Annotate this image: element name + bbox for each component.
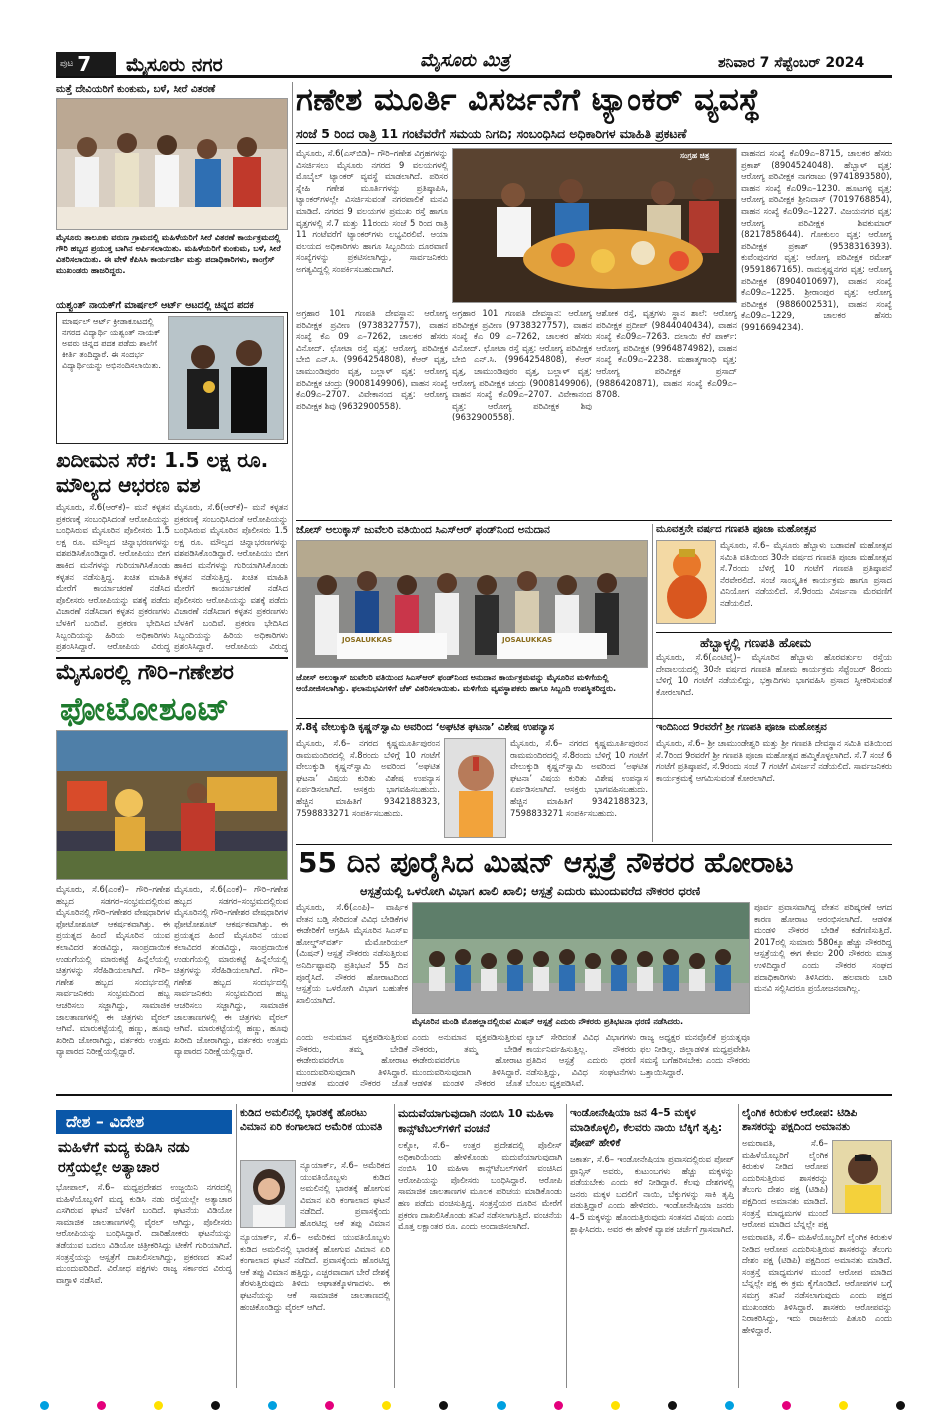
desha-story5-body-a: ಅಮರಾವತಿ, ಸೆ.6– ಮಹಿಳೆಯೊಬ್ಬರಿಗೆ ಲೈಂಗಿಕ ಕಿರುಕುಳ ನೀಡಿದ ಆರೋಪ ಎದುರಿಸುತ್ತಿರುವ ಶಾಸಕರನ್ನು ತೆಲುಗು ದೇಶಂ ಪಕ್ಷ (ಟಿಡಿಪಿ) ಪಕ್ಷದಿಂದ ಅಮಾನತು ಮಾಡಿದೆ. ಸಂತ್ರಸ್ತೆ ಮಾಧ್ಯಮಗಳ ಮುಂದೆ ಆರೋಪ ಮಾಡಿದ ಬೆನ್ನಲ್ಲೇ ಪಕ್ಷ [742, 1138, 828, 1230]
jewellers-photo [296, 540, 648, 668]
magenta-dot [325, 1401, 334, 1410]
saree-caption: ಮೈಸೂರು ತಾಲೂಕು ವರುಣ ಗ್ರಾಮದಲ್ಲಿ ಮಹಿಳೆಯರಿಗೆ ಸೀರೆ ವಿತರಣೆ ಕಾರ್ಯಕ್ರಮದಲ್ಲಿ ಗೌರಿ ಹಬ್ಬದ ಪ್ರಯುಕ್ತ ಬಾಗಿನ ಅರ್ಪಿಸಲಾಯಿತು. ಮಹಿಳೆಯರಿಗೆ ಕುಂಕುಮ, ಬಳೆ, ಸೀರೆ ವಿತರಿಸಲಾಯಿತು. ಈ ವೇಳೆ ಕೆಪಿಸಿಸಿ ಕಾರ್ಯದರ್ಶಿ ಮತ್ತು ಪದಾಧಿಕಾರಿಗಳು, ಕಾಂಗ್ರೆಸ್ ಮುಖಂಡರು ಹಾಜರಿದ್ದರು. [56, 232, 281, 275]
homa-headline: ಹೆಬ್ಬಾಳ್ಳಲ್ಲಿ ಗಣಪತಿ ಹೋಮ [700, 635, 812, 650]
puja9-headline: ಇಂದಿನಿಂದ 9ರವರೆಗೆ ಶ್ರೀ ಗಣಪತಿ ಪೂಜಾ ಮಹೋತ್ಸವ [656, 722, 827, 733]
cheque-label-right: JOSALUKKAS [502, 636, 553, 644]
column-divider [236, 1104, 237, 1388]
desha-videsha-banner: ದೇಶ – ವಿದೇಶ [56, 1110, 232, 1134]
tanker-subhead: ಸಂಜೆ 5 ರಿಂದ ರಾತ್ರಿ 11 ಗಂಟೆವರೆಗೆ ಸಮಯ ನಿಗದಿ; ಸಂಬಂಧಿಸಿದ ಅಧಿಕಾರಿಗಳ ಮಾಹಿತಿ ಪ್ರಕಟಣೆ [296, 126, 687, 141]
theft-headline: ಖದೀಮನ ಸೆರೆ: 1.5 ಲಕ್ಷ ರೂ. ಮೌಲ್ಯದ ಆಭರಣ ವಶ [56, 448, 269, 497]
photoshoot-photo [56, 730, 288, 880]
puja9-body: ಮೈಸೂರು, ಸೆ.6– ಶ್ರೀ ಚಾಮುಂಡೇಶ್ವರಿ ಮತ್ತು ಶ್ರೀ ಗಣಪತಿ ದೇವಸ್ಥಾನ ಸಮಿತಿ ವತಿಯಿಂದ ಸೆ.7ರಿಂದ 9ರವರೆಗೆ ಶ್ರೀ ಗಣಪತಿ ಪೂಜಾ ಮಹೋತ್ಸವ ಹಮ್ಮಿಕೊಳ್ಳಲಾಗಿದೆ. ಸೆ.7 ಸಂಜೆ 6 ಗಂಟೆಗೆ ಪ್ರತಿಷ್ಠಾಪನೆ, ಸೆ.9ರಂದು ಸಂಜೆ 7 ಗಂಟೆಗೆ ವಿಸರ್ಜನೆ ನಡೆಯಲಿದೆ. ಸಾರ್ವಜನಿಕರು ಕಾರ್ಯಕ್ರಮಕ್ಕೆ ಆಗಮಿಸುವಂತೆ ಕೋರಲಾಗಿದೆ. [656, 738, 892, 783]
hospital-caption: ಮೈಸೂರಿನ ಮಂಡಿ ಮೊಹಲ್ಲಾದಲ್ಲಿರುವ ಮಿಷನ್ ಆಸ್ಪತ್ರೆ ಎದುರು ನೌಕರರು ಪ್ರತಿಭಟನಾ ಧರಣಿ ನಡೆಸಿದರು. [412, 1016, 684, 1026]
photoshoot-headline-1: ಮೈಸೂರಲ್ಲಿ ಗೌರಿ–ಗಣೇಶರ [56, 660, 234, 684]
yellow-dot [382, 1401, 391, 1410]
black-dot [896, 1401, 905, 1410]
tanker-photo [452, 148, 737, 303]
desha-story3-headline: ಮದುವೆಯಾಗುವುದಾಗಿ ನಂಬಿಸಿ 10 ಮಹಿಳಾ ಕಾನ್ಸ್‌ಟೆಬಲ್‌ಗಳಿಗೆ ವಂಚನೆ [398, 1107, 554, 1135]
issue-date: ಶನಿವಾರ 7 ಸೆಪ್ಟೆಂಬರ್ 2024 [718, 55, 865, 71]
divider [56, 1094, 892, 1096]
divider [56, 657, 288, 659]
theft-body-col1: ಮೈಸೂರು, ಸೆ.6(ಆರ್‌ಕೆ)– ಮನೆ ಕಳ್ಳತನ ಪ್ರಕರಣಕ್ಕೆ ಸಂಬಂಧಿಸಿದಂತೆ ಆರೋಪಿಯನ್ನು ಬಂಧಿಸಿರುವ ಮೈಸೂರಿನ ಪೊಲೀಸರು 1.5 ಲಕ್ಷ ರೂ. ಮೌಲ್ಯದ ಚಿನ್ನಾಭರಣಗಳನ್ನು ವಶಪಡಿಸಿಕೊಂಡಿದ್ದಾರೆ. ಆರೋಪಿಯು ಬೀಗ ಹಾಕಿದ ಮನೆಗಳನ್ನು ಗುರಿಯಾಗಿಸಿಕೊಂಡು ಕಳ್ಳತನ ನಡೆಸುತ್ತಿದ್ದ. ಖಚಿತ ಮಾಹಿತಿ ಮೇರೆಗೆ ಕಾರ್ಯಾಚರಣೆ ನಡೆಸಿದ ಪೊಲೀಸರು ಆರೋಪಿಯನ್ನು ವಶಕ್ಕೆ ಪಡೆದು ವಿಚಾರಣೆ ನಡೆಸಿದಾಗ ಕಳ್ಳತನ ಪ್ರಕರಣಗಳು ಬೆಳಕಿಗೆ ಬಂದಿವೆ. ಪ್ರಕರಣ ಭೇದಿಸಿದ ಸಿಬ್ಬಂದಿಯನ್ನು ಹಿರಿಯ ಅಧಿಕಾರಿಗಳು ಪ್ರಶಂಸಿಸಿದ್ದಾರೆ. ಆರೋಪಿಯ ವಿರುದ್ಧ [56, 502, 170, 652]
ganapati30-headline: ಮೂವತ್ತನೇ ವರ್ಷದ ಗಣಪತಿ ಪೂಜಾ ಮಹೋತ್ಸವ [656, 524, 817, 535]
divider [296, 844, 892, 845]
hospital-body-1b: ಎಂದು ಅನುಮಾನ ವ್ಯಕ್ತಪಡಿಸುತ್ತಿರುವ ನೌಕರರು, ತಮ್ಮ ಬೇಡಿಕೆ ಈಡೇರುವವರೆಗೂ ಹೋರಾಟ ಮುಂದುವರಿಸುವುದಾಗಿ ತಿಳಿಸಿದ್ದಾರೆ. ಆಡಳಿತ ಮಂಡಳಿ ನೌಕರರ ಜೊತೆ [296, 1032, 408, 1089]
cyan-dot [268, 1401, 277, 1410]
award-body: ಮಾರ್ಷಲ್ ಆರ್ಟ್ ಕ್ರೀಡಾಕೂಟದಲ್ಲಿ ನಗರದ ವಿದ್ಯಾರ್ಥಿ ಯಶ್ವಂತ್ ನಾಯಕ್ ಅವರು ಚಿನ್ನದ ಪದಕ ಪಡೆದು ಶಾಲೆಗೆ ಕೀರ್ತಿ ತಂದಿದ್ದಾರೆ. ಈ ಸಂದರ್ಭ ವಿದ್ಯಾರ್ಥಿಯನ್ನು ಅಭಿನಂದಿಸಲಾಯಿತು. [62, 316, 162, 370]
cheque-label-left: JOSALUKKAS [342, 636, 393, 644]
desha-story2-body-a: ನ್ಯೂಯಾರ್ಕ್, ಸೆ.6– ಅಮೆರಿಕದ ಯುವತಿಯೊಬ್ಬಳು ಕುಡಿದ ಅಮಲಿನಲ್ಲಿ ಭಾರತಕ್ಕೆ ಹೋಗುವ ವಿಮಾನ ಏರಿ ಕಂಗಾಲಾದ ಘಟನೆ ನಡೆದಿದೆ. ಪ್ರವಾಸಕ್ಕೆಂದು ಹೊರಟಿದ್ದ ಆಕೆ ತಪ್ಪು ವಿಮಾನ [300, 1160, 390, 1228]
tanker-body-1b: ಅಗ್ರಹಾರ 101 ಗಣಪತಿ ದೇವಸ್ಥಾನ: ಆರೋಗ್ಯ ಪರಿವೀಕ್ಷಕ ಪ್ರವೀಣ (9738327757), ವಾಹನ ಸಂಖ್ಯೆ ಕೆಎ 09 ಎ–7262, ಚಾಲಕರ ಹೆಸರು ವಿನೋದ್. ಛೋಟಾ ರಸ್ತೆ ವೃತ್ತ: ಆರೋಗ್ಯ ಪರಿವೀಕ್ಷಕ ಬೇಬಿ ಎನ್.ಸಿ. (9964254808), ಕೆಆರ್ ವೃತ್ತ, ಚಾಮುಂಡಿಪುರಂ ವೃತ್ತ, ಬಲ್ಲಾಳ್ ವೃತ್ತ: ಆರೋಗ್ಯ ಪರಿವೀಕ್ಷಕ ಚಂದ್ರು (9008149906), ವಾಹನ ಸಂಖ್ಯೆ ಕೆಎ09ಎ–2707. ವಿವೇಕಾನಂದ ವೃತ್ತ: ಆರೋಗ್ಯ ಪರಿವೀಕ್ಷಕ ಶಿವು (9632900558). [296, 308, 448, 411]
divider [656, 632, 892, 633]
tanker-body-2: ಅಗ್ರಹಾರ 101 ಗಣಪತಿ ದೇವಸ್ಥಾನ: ಆರೋಗ್ಯ ಪರಿವೀಕ್ಷಕ ಪ್ರವೀಣ (9738327757), ವಾಹನ ಸಂಖ್ಯೆ ಕೆಎ 09 ಎ–7262, ಚಾಲಕರ ಹೆಸರು ವಿನೋದ್. ಛೋಟಾ ರಸ್ತೆ ವೃತ್ತ: ಆರೋಗ್ಯ ಪರಿವೀಕ್ಷಕ ಬೇಬಿ ಎನ್.ಸಿ. (9964254808), ಕೆಆರ್ ವೃತ್ತ, ಚಾಮುಂಡಿಪುರಂ ವೃತ್ತ, ಬಲ್ಲಾಳ್ ವೃತ್ತ: ಆರೋಗ್ಯ ಪರಿವೀಕ್ಷಕ ಚಂದ್ರು (9008149906), ವಾಹನ ಸಂಖ್ಯೆ ಕೆಎ09ಎ–2707. ವಿವೇಕಾನಂದ ವೃತ್ತ: ಆರೋಗ್ಯ ಪರಿವೀಕ್ಷಕ ಶಿವು (9632900558). [452, 308, 592, 423]
cyan-dot [725, 1401, 734, 1410]
hospital-body-1: ಮೈಸೂರು, ಸೆ.6(ಎಂಪಿ)– ವಾರ್ಷಿಕ ವೇತನ ಬಡ್ತಿ ಸೇರಿದಂತೆ ವಿವಿಧ ಬೇಡಿಕೆಗಳ ಈಡೇರಿಕೆಗೆ ಆಗ್ರಹಿಸಿ ಮೈಸೂರಿನ ಸಿಎಸ್‌ಐ ಹೋಲ್ಡ್‌ಸ್‌ವರ್ತ್ ಮೆಮೋರಿಯಲ್ (ಮಿಷನ್) ಆಸ್ಪತ್ರೆ ನೌಕರರು ನಡೆಸುತ್ತಿರುವ ಅನಿರ್ದಿಷ್ಟಾವಧಿ ಪ್ರತಿಭಟನೆ 55 ದಿನ ಪೂರೈಸಿದೆ. ನೌಕರರ ಹೋರಾಟದಿಂದ ಆಸ್ಪತ್ರೆಯ ಒಳರೋಗಿ ವಿಭಾಗ ಬಹುತೇಕ ಖಾಲಿಯಾಗಿದೆ. [296, 902, 408, 1005]
cyan-dot [497, 1401, 506, 1410]
page-number: 7 [77, 52, 92, 76]
yellow-dot [839, 1401, 848, 1410]
lecture-headline: ಸೆ.8ಕ್ಕೆ ವೇಲುಕ್ಕುಡಿ ಕೃಷ್ಣನ್‌ಸ್ವಾಮಿ ಅವರಿಂದ ‘ಅಘಟಿತ ಘಟನಾ’ ವಿಶೇಷ ಉಪನ್ಯಾಸ [296, 722, 554, 733]
hospital-subhead: ಆಸ್ಪತ್ರೆಯಲ್ಲಿ ಒಳರೋಗಿ ವಿಭಾಗ ಖಾಲಿ ಖಾಲಿ; ಆಸ್ಪತ್ರೆ ಎದುರು ಮುಂದುವರೆದ ನೌಕರರ ಧರಣಿ [360, 884, 701, 898]
hospital-body-4: ರಾಜ್ಯ ಅಧ್ಯಕ್ಷರ ಮನವೊಲಿಕೆ ಪ್ರಯತ್ನವೂ ಫಲ ನೀಡಿಲ್ಲ. ಜಿಲ್ಲಾಡಳಿತ ಮಧ್ಯಪ್ರವೇಶಿಸಿ ಸಮಸ್ಯೆ ಬಗೆಹರಿಸಬೇಕು ಎಂದು ನೌಕರರು ಒತ್ತಾಯಿಸಿದ್ದಾರೆ. [640, 1032, 750, 1077]
jewellers-caption: ಜೋಸ್ ಅಲುಕ್ಕಾಸ್ ಜುವೆಲರಿ ವತಿಯಿಂದ ಸಿಎಸ್‌ಆರ್ ಫಂಡ್‌ನಿಂದ ಅನುದಾನ ಕಾರ್ಯಕ್ರಮವನ್ನು ಮೈಸೂರಿನ ಮಳಿಗೆಯಲ್ಲಿ ಆಯೋಜಿಸಲಾಗಿತ್ತು. ಫಲಾನುಭವಿಗಳಿಗೆ ಚೆಕ್ ವಿತರಿಸಲಾಯಿತು. ಮಳಿಗೆಯ ವ್ಯವಸ್ಥಾಪಕರು ಹಾಗೂ ಸಿಬ್ಬಂದಿ ಉಪಸ್ಥಿತರಿದ್ದರು. [296, 672, 617, 693]
hospital-headline: 55 ದಿನ ಪೂರೈಸಿದ ಮಿಷನ್ ಆಸ್ಪತ್ರೆ ನೌಕರರ ಹೋರಾಟ [298, 846, 794, 879]
jewellers-headline: ಜೋಸ್ ಅಲುಕ್ಕಾಸ್ ಜುವೆಲರಿ ವತಿಯಿಂದ ಸಿಎಸ್‌ಆರ್ ಫಂಡ್‌ನಿಂದ ಅನುದಾನ [296, 524, 550, 536]
photoshoot-body-col1: ಮೈಸೂರು, ಸೆ.6(ಎಂಕೆ)– ಗೌರಿ–ಗಣೇಶ ಹಬ್ಬದ ಸಡಗರ–ಸಂಭ್ರಮದಲ್ಲಿರುವ ಮೈಸೂರಿನಲ್ಲಿ ಗೌರಿ–ಗಣೇಶರ ವೇಷಧಾರಿಗಳ ಫೋಟೋಶೂಟ್ ಆಕರ್ಷಕವಾಗಿತ್ತು. ಈ ಪ್ರಯತ್ನದ ಹಿಂದೆ ಮೈಸೂರಿನ ಯುವ ಕಲಾವಿದರ ತಂಡವಿದ್ದು, ಸಾಂಪ್ರದಾಯಿಕ ಉಡುಗೆಯಲ್ಲಿ ಮಾರುಕಟ್ಟೆ ಹಿನ್ನೆಲೆಯಲ್ಲಿ ಚಿತ್ರಗಳನ್ನು ಸೆರೆಹಿಡಿಯಲಾಗಿದೆ. ಗೌರಿ–ಗಣೇಶ ಹಬ್ಬದ ಸಂದರ್ಭದಲ್ಲಿ ಸಾರ್ವಜನಿಕರು ಸಂಭ್ರಮದಿಂದ ಹಬ್ಬ ಆಚರಿಸಲು ಸಜ್ಜಾಗಿದ್ದು, ಸಾಮಾಜಿಕ ಜಾಲತಾಣಗಳಲ್ಲಿ ಈ ಚಿತ್ರಗಳು ವೈರಲ್ ಆಗಿವೆ. ಮಾರುಕಟ್ಟೆಯಲ್ಲಿ ಹಣ್ಣು, ಹೂವು ಖರೀದಿ ಜೋರಾಗಿದ್ದು, ವರ್ತಕರು ಉತ್ತಮ ವ್ಯಾಪಾರದ ನಿರೀಕ್ಷೆಯಲ್ಲಿದ್ದಾರೆ. [56, 884, 170, 1057]
divider [296, 520, 892, 521]
hospital-body-3: ಲ್ಯಾಬ್ ಸೇರಿದಂತೆ ವಿವಿಧ ವಿಭಾಗಗಳು ಕಾರ್ಯನಿರ್ವಹಿಸುತ್ತಿಲ್ಲ. ನೌಕರರು ಪ್ರತಿದಿನ ಆಸ್ಪತ್ರೆ ಎದುರು ಧರಣಿ ನಡೆಸುತ್ತಿದ್ದು, ವಿವಿಧ ಸಂಘಟನೆಗಳು ಬೆಂಬಲ ವ್ಯಕ್ತಪಡಿಸಿವೆ. [526, 1032, 636, 1089]
desha-story4-body: ಜಕಾರ್ತ, ಸೆ.6– ಇಂಡೋನೇಷಿಯಾ ಪ್ರವಾಸದಲ್ಲಿರುವ ಪೋಪ್ ಫ್ರಾನ್ಸಿಸ್ ಅವರು, ಕುಟುಂಬಗಳು ಹೆಚ್ಚು ಮಕ್ಕಳನ್ನು ಪಡೆಯಬೇಕು ಎಂದು ಕರೆ ನೀಡಿದ್ದಾರೆ. ಕೆಲವು ದೇಶಗಳಲ್ಲಿ ಜನರು ಮಕ್ಕಳ ಬದಲಿಗೆ ನಾಯಿ, ಬೆಕ್ಕುಗಳನ್ನು ಸಾಕಿ ತೃಪ್ತಿ ಪಡುತ್ತಿದ್ದಾರೆ ಎಂದು ಹೇಳಿದರು. ಇಂಡೋನೇಷಿಯಾ ಜನರು 4–5 ಮಕ್ಕಳನ್ನು ಹೊಂದುತ್ತಿರುವುದು ಸಂತಸದ ವಿಷಯ ಎಂದು ಶ್ಲಾಘಿಸಿದರು. ಅವರ ಈ ಹೇಳಿಕೆ ವ್ಯಾಪಕ ಚರ್ಚೆಗೆ ಗ್ರಾಸವಾಗಿದೆ. [570, 1154, 734, 1234]
newspaper-logo: ಮೈಸೂರು ಮಿತ್ರ [420, 50, 510, 71]
lecture-body-col1: ಮೈಸೂರು, ಸೆ.6– ನಗರದ ಕೃಷ್ಣಮೂರ್ತಿಪುರಂನ ರಾಮಮಂದಿರದಲ್ಲಿ ಸೆ.8ರಂದು ಬೆಳಿಗ್ಗೆ 10 ಗಂಟೆಗೆ ವೇಲುಕ್ಕುಡಿ ಕೃಷ್ಣನ್‌ಸ್ವಾಮಿ ಅವರಿಂದ ‘ಅಘಟಿತ ಘಟನಾ’ ವಿಷಯ ಕುರಿತು ವಿಶೇಷ ಉಪನ್ಯಾಸ ಏರ್ಪಡಿಸಲಾಗಿದೆ. ಆಸಕ್ತರು ಭಾಗವಹಿಸಬಹುದು. ಹೆಚ್ಚಿನ ಮಾಹಿತಿಗೆ 9342188323, 7598833271 ಸಂಪರ್ಕಿಸಬಹುದು. [296, 738, 440, 818]
ganesha-image [656, 540, 716, 624]
photoshoot-headline-2: ಫೋಟೋಶೂಟ್ [60, 690, 231, 728]
desha-story5-photo [832, 1140, 892, 1214]
desha-story2-photo [240, 1160, 296, 1228]
column-divider [566, 1104, 567, 1388]
theft-body-col2: ಮೈಸೂರು, ಸೆ.6(ಆರ್‌ಕೆ)– ಮನೆ ಕಳ್ಳತನ ಪ್ರಕರಣಕ್ಕೆ ಸಂಬಂಧಿಸಿದಂತೆ ಆರೋಪಿಯನ್ನು ಬಂಧಿಸಿರುವ ಮೈಸೂರಿನ ಪೊಲೀಸರು 1.5 ಲಕ್ಷ ರೂ. ಮೌಲ್ಯದ ಚಿನ್ನಾಭರಣಗಳನ್ನು ವಶಪಡಿಸಿಕೊಂಡಿದ್ದಾರೆ. ಆರೋಪಿಯು ಬೀಗ ಹಾಕಿದ ಮನೆಗಳನ್ನು ಗುರಿಯಾಗಿಸಿಕೊಂಡು ಕಳ್ಳತನ ನಡೆಸುತ್ತಿದ್ದ. ಖಚಿತ ಮಾಹಿತಿ ಮೇರೆಗೆ ಕಾರ್ಯಾಚರಣೆ ನಡೆಸಿದ ಪೊಲೀಸರು ಆರೋಪಿಯನ್ನು ವಶಕ್ಕೆ ಪಡೆದು ವಿಚಾರಣೆ ನಡೆಸಿದಾಗ ಕಳ್ಳತನ ಪ್ರಕರಣಗಳು ಬೆಳಕಿಗೆ ಬಂದಿವೆ. ಪ್ರಕರಣ ಭೇದಿಸಿದ ಸಿಬ್ಬಂದಿಯನ್ನು ಹಿರಿಯ ಅಧಿಕಾರಿಗಳು ಪ್ರಶಂಸಿಸಿದ್ದಾರೆ. ಆರೋಪಿಯ ವಿರುದ್ಧ [174, 502, 288, 652]
saree-photo [56, 98, 288, 230]
desha-story1-body: ಭೋಪಾಲ್, ಸೆ.6– ಮಧ್ಯಪ್ರದೇಶದ ಉಜ್ಜಯಿನಿ ನಗರದಲ್ಲಿ ಮಹಿಳೆಯೊಬ್ಬಳಿಗೆ ಮದ್ಯ ಕುಡಿಸಿ ನಡು ರಸ್ತೆಯಲ್ಲೇ ಅತ್ಯಾಚಾರ ಎಸಗಿರುವ ಘಟನೆ ಬೆಳಕಿಗೆ ಬಂದಿದೆ. ಘಟನೆಯ ವಿಡಿಯೋ ಸಾಮಾಜಿಕ ಜಾಲತಾಣಗಳಲ್ಲಿ ವೈರಲ್ ಆಗಿದ್ದು, ಪೊಲೀಸರು ಆರೋಪಿಯನ್ನು ಬಂಧಿಸಿದ್ದಾರೆ. ದಾರಿಹೋಕರು ಘಟನೆಯನ್ನು ತಡೆಯುವ ಬದಲು ವಿಡಿಯೋ ಚಿತ್ರೀಕರಿಸಿದ್ದು ಟೀಕೆಗೆ ಗುರಿಯಾಗಿದೆ. ಸಂತ್ರಸ್ತೆಯನ್ನು ಆಸ್ಪತ್ರೆಗೆ ದಾಖಲಿಸಲಾಗಿದ್ದು, ಪ್ರಕರಣದ ತನಿಖೆ ಮುಂದುವರಿದಿದೆ. ವಿರೋಧ ಪಕ್ಷಗಳು ರಾಜ್ಯ ಸರ್ಕಾರದ ವಿರುದ್ಧ ವಾಗ್ದಾಳಿ ನಡೆಸಿವೆ. [56, 1182, 232, 1285]
column-divider [652, 524, 653, 842]
column-divider [394, 1104, 395, 1388]
column-divider [292, 82, 293, 1092]
divider [296, 143, 892, 144]
desha-story2-headline: ಕುಡಿದ ಅಮಲಿನಲ್ಲಿ ಭಾರತಕ್ಕೆ ಹೊರಟು ವಿಮಾನ ಏರಿ ಕಂಗಾಲಾದ ಅಮೆರಿಕ ಯುವತಿ [240, 1107, 383, 1133]
column-divider [738, 1104, 739, 1388]
tanker-body-3: ಆಶೋಕ ರಸ್ತೆ, ವೃತ್ತಗಳು ಸ್ಥಾನ ಶಾಲೆ: ಆರೋಗ್ಯ ಪರಿವೀಕ್ಷಕ ಪ್ರದೀಪ್ (9844040434), ವಾಹನ ಸಂಖ್ಯೆ ಕೆಎ09ಎ–7263. ದಲಾಯಿ ಕೆರೆ ಪಾರ್ಕ್: ಆರೋಗ್ಯ ಪರಿವೀಕ್ಷಕ (9964874982), ವಾಹನ ಸಂಖ್ಯೆ ಕೆಎ09ಎ–2238. ಮಹಾತ್ಮಗಾಂಧಿ ವೃತ್ತ: ಆರೋಗ್ಯ ಪರಿವೀಕ್ಷಕ ಪ್ರಸಾದ್ (9886420871), ವಾಹನ ಸಂಖ್ಯೆ ಕೆಎ09ಎ–8708. [596, 308, 737, 400]
black-dot [211, 1401, 220, 1410]
desha-story2-body-b: ನ್ಯೂಯಾರ್ಕ್, ಸೆ.6– ಅಮೆರಿಕದ ಯುವತಿಯೊಬ್ಬಳು ಕುಡಿದ ಅಮಲಿನಲ್ಲಿ ಭಾರತಕ್ಕೆ ಹೋಗುವ ವಿಮಾನ ಏರಿ ಕಂಗಾಲಾದ ಘಟನೆ ನಡೆದಿದೆ. ಪ್ರವಾಸಕ್ಕೆಂದು ಹೊರಟಿದ್ದ ಆಕೆ ತಪ್ಪು ವಿಮಾನ ಹತ್ತಿದ್ದು, ಎಚ್ಚರವಾದಾಗ ಬೇರೆ ದೇಶಕ್ಕೆ ತೆರಳುತ್ತಿರುವುದು ತಿಳಿದು ಆಘಾತಕ್ಕೊಳಗಾದಳು. ಈ ಘಟನೆಯನ್ನು ಆಕೆ ಸಾಮಾಜಿಕ ಜಾಲತಾಣದಲ್ಲಿ ಹಂಚಿಕೊಂಡಿದ್ದು ವೈರಲ್ ಆಗಿದೆ. [240, 1232, 390, 1312]
hospital-photo [412, 902, 750, 1014]
yellow-dot [611, 1401, 620, 1410]
yellow-dot [154, 1401, 163, 1410]
tanker-photo-credit: ಸಂಗ್ರಹ ಚಿತ್ರ [680, 151, 710, 160]
desha-story5-body-b: ಅಮರಾವತಿ, ಸೆ.6– ಮಹಿಳೆಯೊಬ್ಬರಿಗೆ ಲೈಂಗಿಕ ಕಿರುಕುಳ ನೀಡಿದ ಆರೋಪ ಎದುರಿಸುತ್ತಿರುವ ಶಾಸಕರನ್ನು ತೆಲುಗು ದೇಶಂ ಪಕ್ಷ (ಟಿಡಿಪಿ) ಪಕ್ಷದಿಂದ ಅಮಾನತು ಮಾಡಿದೆ. ಸಂತ್ರಸ್ತೆ ಮಾಧ್ಯಮಗಳ ಮುಂದೆ ಆರೋಪ ಮಾಡಿದ ಬೆನ್ನಲ್ಲೇ ಪಕ್ಷ ಈ ಕ್ರಮ ಕೈಗೊಂಡಿದೆ. ಆರೋಪಗಳ ಬಗ್ಗೆ ಸಮಗ್ರ ತನಿಖೆ ನಡೆಸಲಾಗುವುದು ಎಂದು ಪಕ್ಷದ ಮುಖಂಡರು ತಿಳಿಸಿದ್ದಾರೆ. ಶಾಸಕರು ಆರೋಪವನ್ನು ನಿರಾಕರಿಸಿದ್ದು, ಇದು ರಾಜಕೀಯ ಪಿತೂರಿ ಎಂದು ಹೇಳಿದ್ದಾರೆ. [742, 1232, 892, 1335]
ganapati30-body: ಮೈಸೂರು, ಸೆ.6– ಮೈಸೂರು ಹೆಬ್ಬಾಳು ಬಡಾವಣೆ ಮಹೋತ್ಸವ ಸಮಿತಿ ವತಿಯಿಂದ 30ನೇ ವರ್ಷದ ಗಣಪತಿ ಪೂಜಾ ಮಹೋತ್ಸವ ಸೆ.7ರಂದು ಬೆಳಿಗ್ಗೆ 10 ಗಂಟೆಗೆ ಗಣಪತಿ ಪ್ರತಿಷ್ಠಾಪನೆ ನೆರವೇರಲಿದೆ. ಸಂಜೆ ಸಾಂಸ್ಕೃತಿಕ ಕಾರ್ಯಕ್ರಮ ಹಾಗೂ ಪ್ರಸಾದ ವಿನಿಯೋಗ ನಡೆಯಲಿದೆ. ಸೆ.9ರಂದು ವಿಸರ್ಜನಾ ಮೆರವಣಿಗೆ ನಡೆಯಲಿದೆ. [720, 540, 892, 608]
divider [296, 718, 892, 719]
hospital-body-2: ಎಂದು ಅನುಮಾನ ವ್ಯಕ್ತಪಡಿಸುತ್ತಿರುವ ನೌಕರರು, ತಮ್ಮ ಬೇಡಿಕೆ ಈಡೇರುವವರೆಗೂ ಹೋರಾಟ ಮುಂದುವರಿಸುವುದಾಗಿ ತಿಳಿಸಿದ್ದಾರೆ. ಆಡಳಿತ ಮಂಡಳಿ ನೌಕರರ ಜೊತೆ [412, 1032, 522, 1089]
award-photo [168, 316, 284, 440]
lecture-body-col2: ಮೈಸೂರು, ಸೆ.6– ನಗರದ ಕೃಷ್ಣಮೂರ್ತಿಪುರಂನ ರಾಮಮಂದಿರದಲ್ಲಿ ಸೆ.8ರಂದು ಬೆಳಿಗ್ಗೆ 10 ಗಂಟೆಗೆ ವೇಲುಕ್ಕುಡಿ ಕೃಷ್ಣನ್‌ಸ್ವಾಮಿ ಅವರಿಂದ ‘ಅಘಟಿತ ಘಟನಾ’ ವಿಷಯ ಕುರಿತು ವಿಶೇಷ ಉಪನ್ಯಾಸ ಏರ್ಪಡಿಸಲಾಗಿದೆ. ಆಸಕ್ತರು ಭಾಗವಹಿಸಬಹುದು. ಹೆಚ್ಚಿನ ಮಾಹಿತಿಗೆ 9342188323, 7598833271 ಸಂಪರ್ಕಿಸಬಹುದು. [510, 738, 648, 818]
desha-story3-body: ಲಕ್ನೋ, ಸೆ.6– ಉತ್ತರ ಪ್ರದೇಶದಲ್ಲಿ ಪೊಲೀಸ್ ಅಧಿಕಾರಿಯೆಂದು ಹೇಳಿಕೊಂಡು ಮದುವೆಯಾಗುವುದಾಗಿ ನಂಬಿಸಿ 10 ಮಹಿಳಾ ಕಾನ್ಸ್‌ಟೆಬಲ್‌ಗಳಿಗೆ ವಂಚಿಸಿದ ಆರೋಪಿಯನ್ನು ಪೊಲೀಸರು ಬಂಧಿಸಿದ್ದಾರೆ. ಆರೋಪಿ ಸಾಮಾಜಿಕ ಜಾಲತಾಣಗಳ ಮೂಲಕ ಪರಿಚಯ ಮಾಡಿಕೊಂಡು ಹಣ ಪಡೆದು ವಂಚಿಸುತ್ತಿದ್ದ. ಸಂತ್ರಸ್ತೆಯರ ದೂರಿನ ಮೇರೆಗೆ ಪ್ರಕರಣ ದಾಖಲಿಸಿಕೊಂಡು ತನಿಖೆ ನಡೆಸಲಾಗುತ್ತಿದೆ. ವಂಚನೆಯ ಮೊತ್ತ ಲಕ್ಷಾಂತರ ರೂ. ಎಂದು ಅಂದಾಜಿಸಲಾಗಿದೆ. [398, 1140, 562, 1232]
section-title: ಮೈಸೂರು ನಗರ [126, 54, 223, 76]
black-dot [439, 1401, 448, 1410]
saree-headline: ಮತ್ತೆ ದೇವಿಯರಿಗೆ ಕುಂಕುಮ, ಬಳೆ, ಸೀರೆ ವಿತರಣೆ [56, 84, 216, 95]
tanker-headline: ಗಣೇಶ ಮೂರ್ತಿ ವಿಸರ್ಜನೆಗೆ ಟ್ಯಾಂಕರ್ ವ್ಯವಸ್ಥೆ [296, 82, 761, 118]
tanker-body-4: ವಾಹನದ ಸಂಖ್ಯೆ ಕೆಎ09ಎ–8715, ಚಾಲಕರ ಹೆಸರು ಪ್ರಕಾಶ್ (8904524048). ಹೆಬ್ಬಾಳ್ ವೃತ್ತ: ಆರೋಗ್ಯ ಪರಿವೀಕ್ಷಕ ನಾಗರಾಜು (9741893580), ವಾಹನ ಸಂಖ್ಯೆ ಕೆಎ09ಎ–1230. ಹೂಟಗಳ್ಳಿ ವೃತ್ತ: ಆರೋಗ್ಯ ಪರಿವೀಕ್ಷಕ ಶ್ರೀನಿವಾಸ್ (7019768854), ವಾಹನ ಸಂಖ್ಯೆ ಕೆಎ09ಎ–1227. ವಿಜಯನಗರ ವೃತ್ತ: ಆರೋಗ್ಯ ಪರಿವೀಕ್ಷಕ ಶಿವಕುಮಾರ್ (8217858644). ಗೋಕುಲಂ ವೃತ್ತ: ಆರೋಗ್ಯ ಪರಿವೀಕ್ಷಕ ಪ್ರಕಾಶ್ (9538316393). ಕುವೆಂಪುನಗರ ವೃತ್ತ: ಆರೋಗ್ಯ ಪರಿವೀಕ್ಷಕ ರಮೇಶ್ (9591867165). ರಾಮಕೃಷ್ಣನಗರ ವೃತ್ತ: ಆರೋಗ್ಯ ಪರಿವೀಕ್ಷಕ (8904010697), ವಾಹನ ಸಂಖ್ಯೆ ಕೆಎ09ಎ–1225. ಶ್ರೀರಾಂಪುರ ವೃತ್ತ: ಆರೋಗ್ಯ ಪರಿವೀಕ್ಷಕ (9886002531), ವಾಹನ ಸಂಖ್ಯೆ ಕೆಎ09ಎ–1229, ಚಾಲಕರ ಹೆಸರು (9916694234). [741, 148, 892, 332]
hospital-body-5: ಪೂರ್ವ ಪ್ರವಾಸವಾಗಿದ್ದ ವೇತನ ಪರಿಷ್ಕರಣೆ ಆಗದ ಕಾರಣ ಹೋರಾಟ ಆರಂಭಿಸಲಾಗಿದೆ. ಆಡಳಿತ ಮಂಡಳಿ ನೌಕರರ ಬೇಡಿಕೆ ಕಡೆಗಣಿಸುತ್ತಿದೆ. 2017ರಲ್ಲಿ ಸುಮಾರು 580ಕ್ಕೂ ಹೆಚ್ಚು ನೌಕರರಿದ್ದ ಆಸ್ಪತ್ರೆಯಲ್ಲಿ ಈಗ ಕೇವಲ 200 ನೌಕರರು ಮಾತ್ರ ಉಳಿದಿದ್ದಾರೆ ಎಂದು ನೌಕರರ ಸಂಘದ ಪದಾಧಿಕಾರಿಗಳು ತಿಳಿಸಿದರು. ಹಲವಾರು ಬಾರಿ ಮನವಿ ಸಲ್ಲಿಸಿದರೂ ಪ್ರಯೋಜನವಾಗಿಲ್ಲ. [754, 902, 892, 994]
desha-story1-headline: ಮಹಿಳೆಗೆ ಮದ್ಯ ಕುಡಿಸಿ ನಡು ರಸ್ತೆಯಲ್ಲೇ ಅತ್ಯಾಚಾರ [58, 1139, 190, 1176]
magenta-dot [97, 1401, 106, 1410]
desha-story5-headline: ಲೈಂಗಿಕ ಕಿರುಕುಳ ಆರೋಪ: ಟಿಡಿಪಿ ಶಾಸಕರನ್ನು ಪಕ್ಷದಿಂದ ಅಮಾನತು [742, 1107, 858, 1133]
cyan-dot [40, 1401, 49, 1410]
award-headline: ಯಶ್ವಂತ್ ನಾಯಕ್‌ಗೆ ಮಾರ್ಷಲ್ ಆರ್ಟ್ ಆಟದಲ್ಲಿ ಚಿನ್ನದ ಪದಕ [56, 300, 254, 311]
homa-body: ಮೈಸೂರು, ಸೆ.6(ಎಂಟಿವೈ)– ಮೈಸೂರಿನ ಹೆಬ್ಬಾಳು ಹೊರವರ್ತುಲ ರಸ್ತೆಯ ದೇವಾಲಯದಲ್ಲಿ 30ನೇ ವರ್ಷದ ಗಣಪತಿ ಹೋಮ ಕಾರ್ಯಕ್ರಮ ಸೆಪ್ಟೆಂಬರ್ 8ರಂದು ಬೆಳಿಗ್ಗೆ 10 ಗಂಟೆಗೆ ನಡೆಯಲಿದ್ದು, ಭಕ್ತಾದಿಗಳು ಭಾಗವಹಿಸಿ ಪ್ರಸಾದ ಸ್ವೀಕರಿಸುವಂತೆ ಕೋರಲಾಗಿದೆ. [656, 652, 892, 697]
tanker-body-1: ಮೈಸೂರು, ಸೆ.6(ಎಸ್‌ಬಿಡಿ)– ಗೌರಿ–ಗಣೇಶ ವಿಗ್ರಹಗಳನ್ನು ವಿಸರ್ಜಿಸಲು ಮೈಸೂರು ನಗರದ 9 ವಲಯಗಳಲ್ಲಿ ಮೊಬೈಲ್ ಟ್ಯಾಂಕರ್ ವ್ಯವಸ್ಥೆ ಮಾಡಲಾಗಿದೆ. ಪರಿಸರ ಸ್ನೇಹಿ ಗಣೇಶ ಮೂರ್ತಿಗಳನ್ನು ಪ್ರತಿಷ್ಠಾಪಿಸಿ, ಟ್ಯಾಂಕರ್‌ಗಳಲ್ಲೇ ವಿಸರ್ಜಿಸುವಂತೆ ನಗರಪಾಲಿಕೆ ಮನವಿ ಮಾಡಿದೆ. ನಗರದ 9 ವಲಯಗಳ ಪ್ರಮುಖ ರಸ್ತೆ ಹಾಗೂ ವೃತ್ತಗಳಲ್ಲಿ ಸೆ.7 ಮತ್ತು 11ರಂದು ಸಂಜೆ 5 ರಿಂದ ರಾತ್ರಿ 11 ಗಂಟೆವರೆಗೆ ಟ್ಯಾಂಕರ್‌ಗಳು ಲಭ್ಯವಿರಲಿವೆ. ಆಯಾ ವಲಯದ ಅಧಿಕಾರಿಗಳು ಹಾಗೂ ಸಿಬ್ಬಂದಿಯ ದೂರವಾಣಿ ಸಂಖ್ಯೆಗಳನ್ನು ಪ್ರಕಟಿಸಲಾಗಿದ್ದು, ಸಾರ್ವಜನಿಕರು ಅಗತ್ಯವಿದ್ದಲ್ಲಿ ಸಂಪರ್ಕಿಸಬಹುದಾಗಿದೆ. [296, 148, 448, 274]
page-label: ಪುಟ [60, 59, 74, 69]
photoshoot-body-col2: ಮೈಸೂರು, ಸೆ.6(ಎಂಕೆ)– ಗೌರಿ–ಗಣೇಶ ಹಬ್ಬದ ಸಡಗರ–ಸಂಭ್ರಮದಲ್ಲಿರುವ ಮೈಸೂರಿನಲ್ಲಿ ಗೌರಿ–ಗಣೇಶರ ವೇಷಧಾರಿಗಳ ಫೋಟೋಶೂಟ್ ಆಕರ್ಷಕವಾಗಿತ್ತು. ಈ ಪ್ರಯತ್ನದ ಹಿಂದೆ ಮೈಸೂರಿನ ಯುವ ಕಲಾವಿದರ ತಂಡವಿದ್ದು, ಸಾಂಪ್ರದಾಯಿಕ ಉಡುಗೆಯಲ್ಲಿ ಮಾರುಕಟ್ಟೆ ಹಿನ್ನೆಲೆಯಲ್ಲಿ ಚಿತ್ರಗಳನ್ನು ಸೆರೆಹಿಡಿಯಲಾಗಿದೆ. ಗೌರಿ–ಗಣೇಶ ಹಬ್ಬದ ಸಂದರ್ಭದಲ್ಲಿ ಸಾರ್ವಜನಿಕರು ಸಂಭ್ರಮದಿಂದ ಹಬ್ಬ ಆಚರಿಸಲು ಸಜ್ಜಾಗಿದ್ದು, ಸಾಮಾಜಿಕ ಜಾಲತಾಣಗಳಲ್ಲಿ ಈ ಚಿತ್ರಗಳು ವೈರಲ್ ಆಗಿವೆ. ಮಾರುಕಟ್ಟೆಯಲ್ಲಿ ಹಣ್ಣು, ಹೂವು ಖರೀದಿ ಜೋರಾಗಿದ್ದು, ವರ್ತಕರು ಉತ್ತಮ ವ್ಯಾಪಾರದ ನಿರೀಕ್ಷೆಯಲ್ಲಿದ್ದಾರೆ. [174, 884, 288, 1057]
desha-story4-headline: ಇಂಡೋನೇಷಿಯಾ ಜನ 4–5 ಮಕ್ಕಳ ಮಾಡಿಕೊಳ್ಳಲಿ, ಕೆಲವರು ನಾಯಿ ಬೆಕ್ಕಿಗೆ ತೃಪ್ತಿ: ಪೋಪ್ ಹೇಳಿಕೆ [570, 1107, 723, 1149]
page-number-box [56, 52, 116, 76]
black-dot [668, 1401, 677, 1410]
print-registration-marks [40, 1398, 905, 1412]
lecturer-photo [444, 738, 506, 838]
magenta-dot [554, 1401, 563, 1410]
magenta-dot [782, 1401, 791, 1410]
